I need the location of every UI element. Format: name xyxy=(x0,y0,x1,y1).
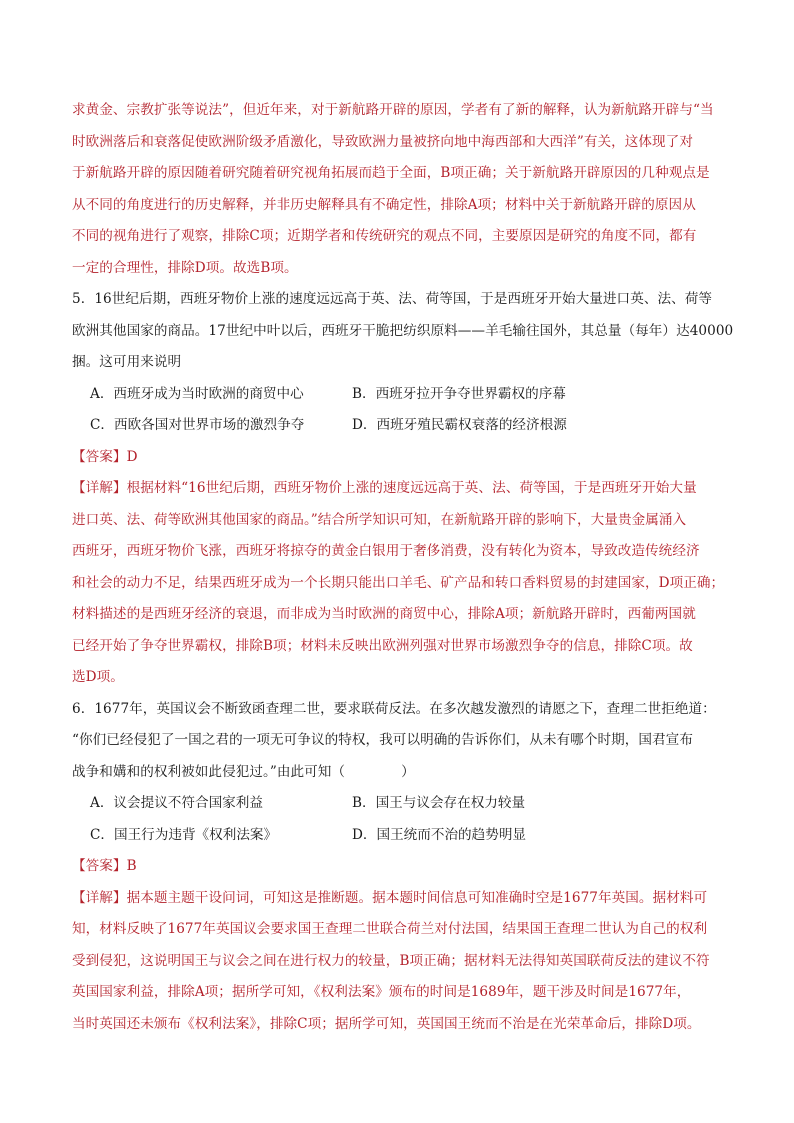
detail-line xyxy=(72,883,726,915)
text-line: 求黄金、宗教扩张等说法”，但近年来，对于新航路开辟的原因，学者有了新的解释，认为新航路开辟与“当 xyxy=(72,102,714,118)
question-stem-line xyxy=(72,757,726,789)
text-line: 不同的视角进行了观察，排除C项；近期学者和传统研究的观点不同，主要原因是研究的角度不同，都有 xyxy=(72,228,697,244)
detail-line: 当时英国还未颁布《权利法案》，排除C项；据所学可知，英国国王统而不治是在光荣革命后，排除D项。 xyxy=(72,1015,701,1032)
question-stem-text: 战争和媾和的权利被如此侵犯过。”由此可知（ xyxy=(72,763,346,780)
detail-line: 进口英、法、荷等欧洲其他国家的商品。”结合所学知识可知，在新航路开辟的影响下，大量贵金属涌入 xyxy=(72,511,687,528)
answer-value: D xyxy=(126,448,138,465)
answer-value: B xyxy=(126,858,137,874)
detail-text: 据本题主题干设问词，可知这是推断题。据本题时间信息可知准确时空是1677年英国。据材料可 xyxy=(126,889,708,906)
question-stem-line: 捆。这可用来说明 xyxy=(72,354,182,370)
detail-line xyxy=(72,473,726,505)
intro-explanation xyxy=(72,95,726,284)
answer-line xyxy=(72,851,726,883)
detail-line: 知，材料反映了1677年英国议会要求国王查理二世联合荷兰对付法国，结果国王查理二世认为自己的权利 xyxy=(72,921,708,937)
document-page xyxy=(72,95,734,1040)
option-a: A．西班牙成为当时欧洲的商贸中心 xyxy=(90,385,304,402)
answer-tag: 【答案】 xyxy=(72,448,127,465)
options-row xyxy=(72,820,726,852)
options-row xyxy=(72,379,726,411)
option-c: C．国王行为违背《权利法案》 xyxy=(90,826,278,843)
detail-line: 和社会的动力不足，结果西班牙成为一个长期只能出口羊毛、矿产品和转口香料贸易的封建国家，D项正确； xyxy=(72,574,725,591)
options-row xyxy=(72,410,726,442)
option-d: D．国王统而不治的趋势明显 xyxy=(352,826,527,843)
detail-line: 英国国家利益，排除A项；据所学可知，《权利法案》颁布的时间是1689年，题干涉及时间是1677年， xyxy=(72,984,691,1000)
detail-tag: 【详解】 xyxy=(72,480,127,496)
detail-text: 根据材料“16世纪后期，西班牙物价上涨的速度远远高于英、法、荷等国，于是西班牙开始大量 xyxy=(126,480,697,496)
detail-line: 材料描述的是西班牙经济的衰退，而非成为当时欧洲的商贸中心，排除A项；新航路开辟时，西葡两国就 xyxy=(72,606,696,622)
option-d: D．西班牙殖民霸权衰落的经济根源 xyxy=(352,417,567,433)
question-5 xyxy=(72,284,734,694)
question-6 xyxy=(72,694,726,1041)
option-b: B．西班牙拉开争夺世界霸权的序幕 xyxy=(352,385,566,402)
detail-line: 受到侵犯，这说明国王与议会之间在进行权力的较量，B项正确；据材料无法得知英国联荷反法的建议不符 xyxy=(72,952,710,969)
detail-line: 已经开始了争夺世界霸权，排除B项；材料未反映出欧洲列强对世界市场激烈争夺的信息，排除C项。故 xyxy=(72,637,693,654)
option-b: B．国王与议会存在权力较量 xyxy=(352,795,526,811)
option-a: A．议会提议不符合国家利益 xyxy=(90,795,263,811)
detail-tag: 【详解】 xyxy=(72,889,127,906)
detail-line: 西班牙，西班牙物价飞涨，西班牙将掠夺的黄金白银用于奢侈消费，没有转化为资本，导致改造传统经济 xyxy=(72,543,700,559)
detail-line: 选D项。 xyxy=(72,669,124,685)
question-stem-text: ） xyxy=(401,763,415,780)
question-stem-line: 5．16世纪后期，西班牙物价上涨的速度远远高于英、法、荷等国，于是西班牙开始大量进口英、法、荷等 xyxy=(72,291,713,307)
text-line: 从不同的角度进行的历史解释，并非历史解释具有不确定性，排除A项；材料中关于新航路开辟的原因从 xyxy=(72,196,696,213)
question-stem-line: 欧洲其他国家的商品。17世纪中叶以后，西班牙干脆把纺织原料——羊毛输往国外，其总量（每年）达40000 xyxy=(72,322,734,339)
answer-tag: 【答案】 xyxy=(72,858,127,874)
question-stem-line: “你们已经侵犯了一国之君的一项无可争议的特权，我可以明确的告诉你们，从未有哪个时期，国君宣布 xyxy=(72,732,693,748)
answer-line xyxy=(72,442,726,474)
text-line: 时欧洲落后和衰落促使欧洲阶级矛盾激化，导致欧洲力量被挤向地中海西部和大西洋”有关，这体现了对 xyxy=(72,133,693,150)
option-c: C．西欧各国对世界市场的激烈争夺 xyxy=(90,417,305,433)
options-row xyxy=(72,788,726,820)
text-line: 一定的合理性，排除D项。故选B项。 xyxy=(72,259,298,276)
text-line: 于新航路开辟的原因随着研究随着研究视角拓展而趋于全面，B项正确；关于新航路开辟原因的几种观点是 xyxy=(72,165,710,181)
question-stem-line: 6．1677年，英国议会不断致函查理二世，要求联荷反法。在多次越发激烈的请愿之下，查理二世拒绝道： xyxy=(72,700,716,717)
